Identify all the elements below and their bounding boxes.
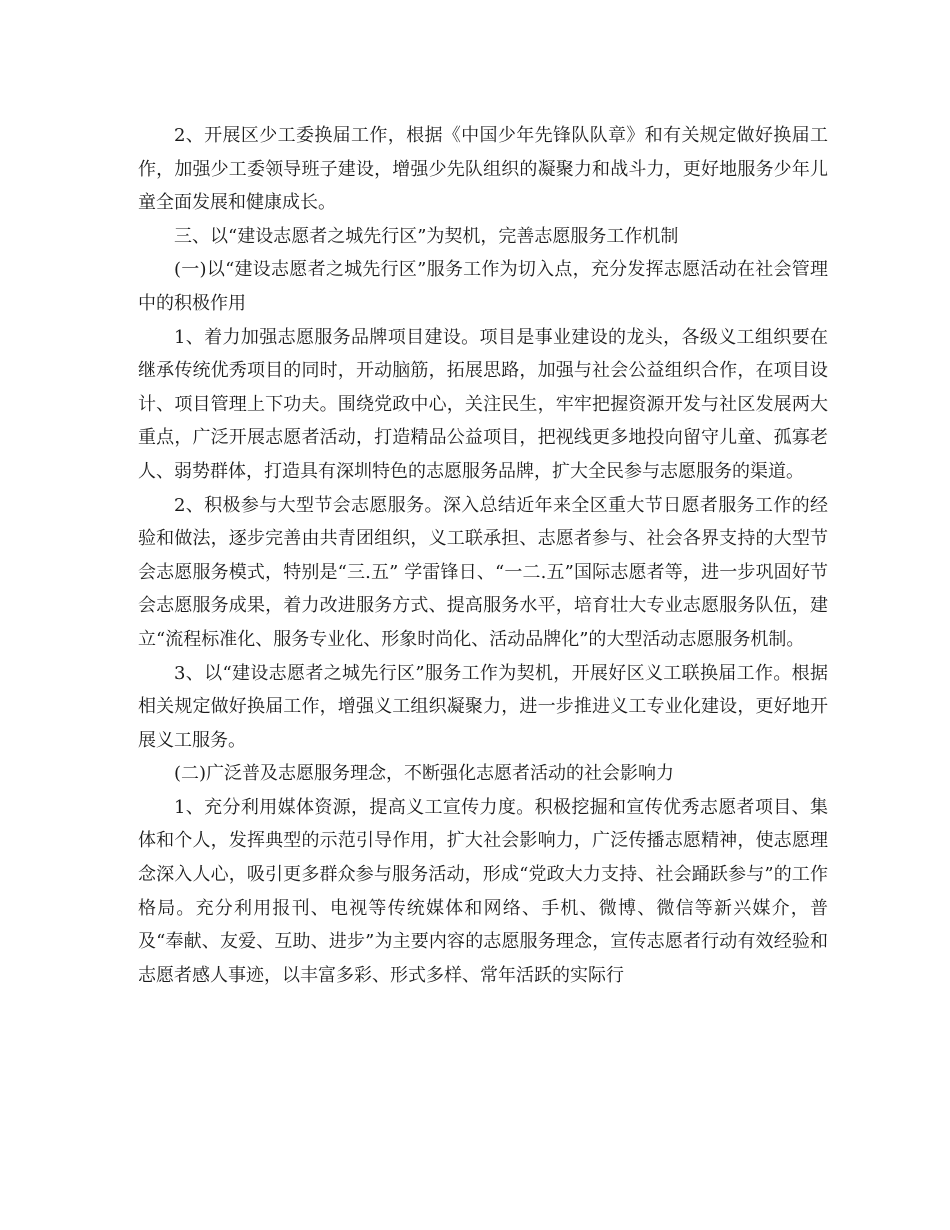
paragraph-festival-volunteering: 2、积极参与大型节会志愿服务。深入总结近年来全区重大节日愿者服务工作的经验和做法，逐步完善由共青团组织，义工联承担、志愿者参与、社会各界支持的大型节会志愿服务模式，特别是“三.五” 学雷锋日、“一二.五”国际志愿者等，进一步巩固好节会志愿服务成果，着力改进服务方式、提高服务水平，培育壮大专业志愿服务队伍，建立“流程标准化、服务专业化、形象时尚化、活动品牌化”的大型活动志愿服务机制。 <box>138 494 828 650</box>
paragraph-yigonglian-election: 3、以“建设志愿者之城先行区”服务工作为契机，开展好区义工联换届工作。根据相关规定做好换届工作，增强义工组织凝聚力，进一步推进义工专业化建设，更好地开展义工服务。 <box>138 662 828 751</box>
document-body <box>138 119 828 992</box>
paragraph-shaogongwei-election: 2、开展区少工委换届工作，根据《中国少年先锋队队章》和有关规定做好换届工作，加强少工委领导班子建设，增强少先队组织的凝聚力和战斗力，更好地服务少年儿童全面发展和健康成长。 <box>138 125 828 214</box>
subsection-heading-2: (二)广泛普及志愿服务理念，不断强化志愿者活动的社会影响力 <box>174 763 675 785</box>
section-heading-volunteer-mechanism: 三、以“建设志愿者之城先行区”为契机，完善志愿服务工作机制 <box>174 225 679 247</box>
paragraph-brand-projects: 1、着力加强志愿服务品牌项目建设。项目是事业建设的龙头，各级义工组织要在继承传统优秀项目的同时，开动脑筋，拓展思路，加强与社会公益组织合作，在项目设计、项目管理上下功夫。围绕党政中心，关注民生，牢牢把握资源开发与社区发展两大重点，广泛开展志愿者活动，打造精品公益项目，把视线更多地投向留守儿童、孤寡老人、弱势群体，打造具有深圳特色的志愿服务品牌，扩大全民参与志愿服务的渠道。 <box>138 326 828 482</box>
paragraph-media-publicity: 1、充分利用媒体资源，提高义工宣传力度。积极挖掘和宣传优秀志愿者项目、集体和个人，发挥典型的示范引导作用，扩大社会影响力，广泛传播志愿精神，使志愿理念深入人心，吸引更多群众参与服务活动，形成“党政大力支持、社会踊跃参与”的工作格局。充分利用报刊、电视等传统媒体和网络、手机、微博、微信等新兴媒介，普及“奉献、友爱、互助、进步”为主要内容的志愿服务理念，宣传志愿者行动有效经验和志愿者感人事迹，以丰富多彩、形式多样、常年活跃的实际行 <box>138 796 828 986</box>
subsection-heading-1: (一)以“建设志愿者之城先行区”服务工作为切入点，充分发挥志愿活动在社会管理中的积极作用 <box>138 259 828 314</box>
